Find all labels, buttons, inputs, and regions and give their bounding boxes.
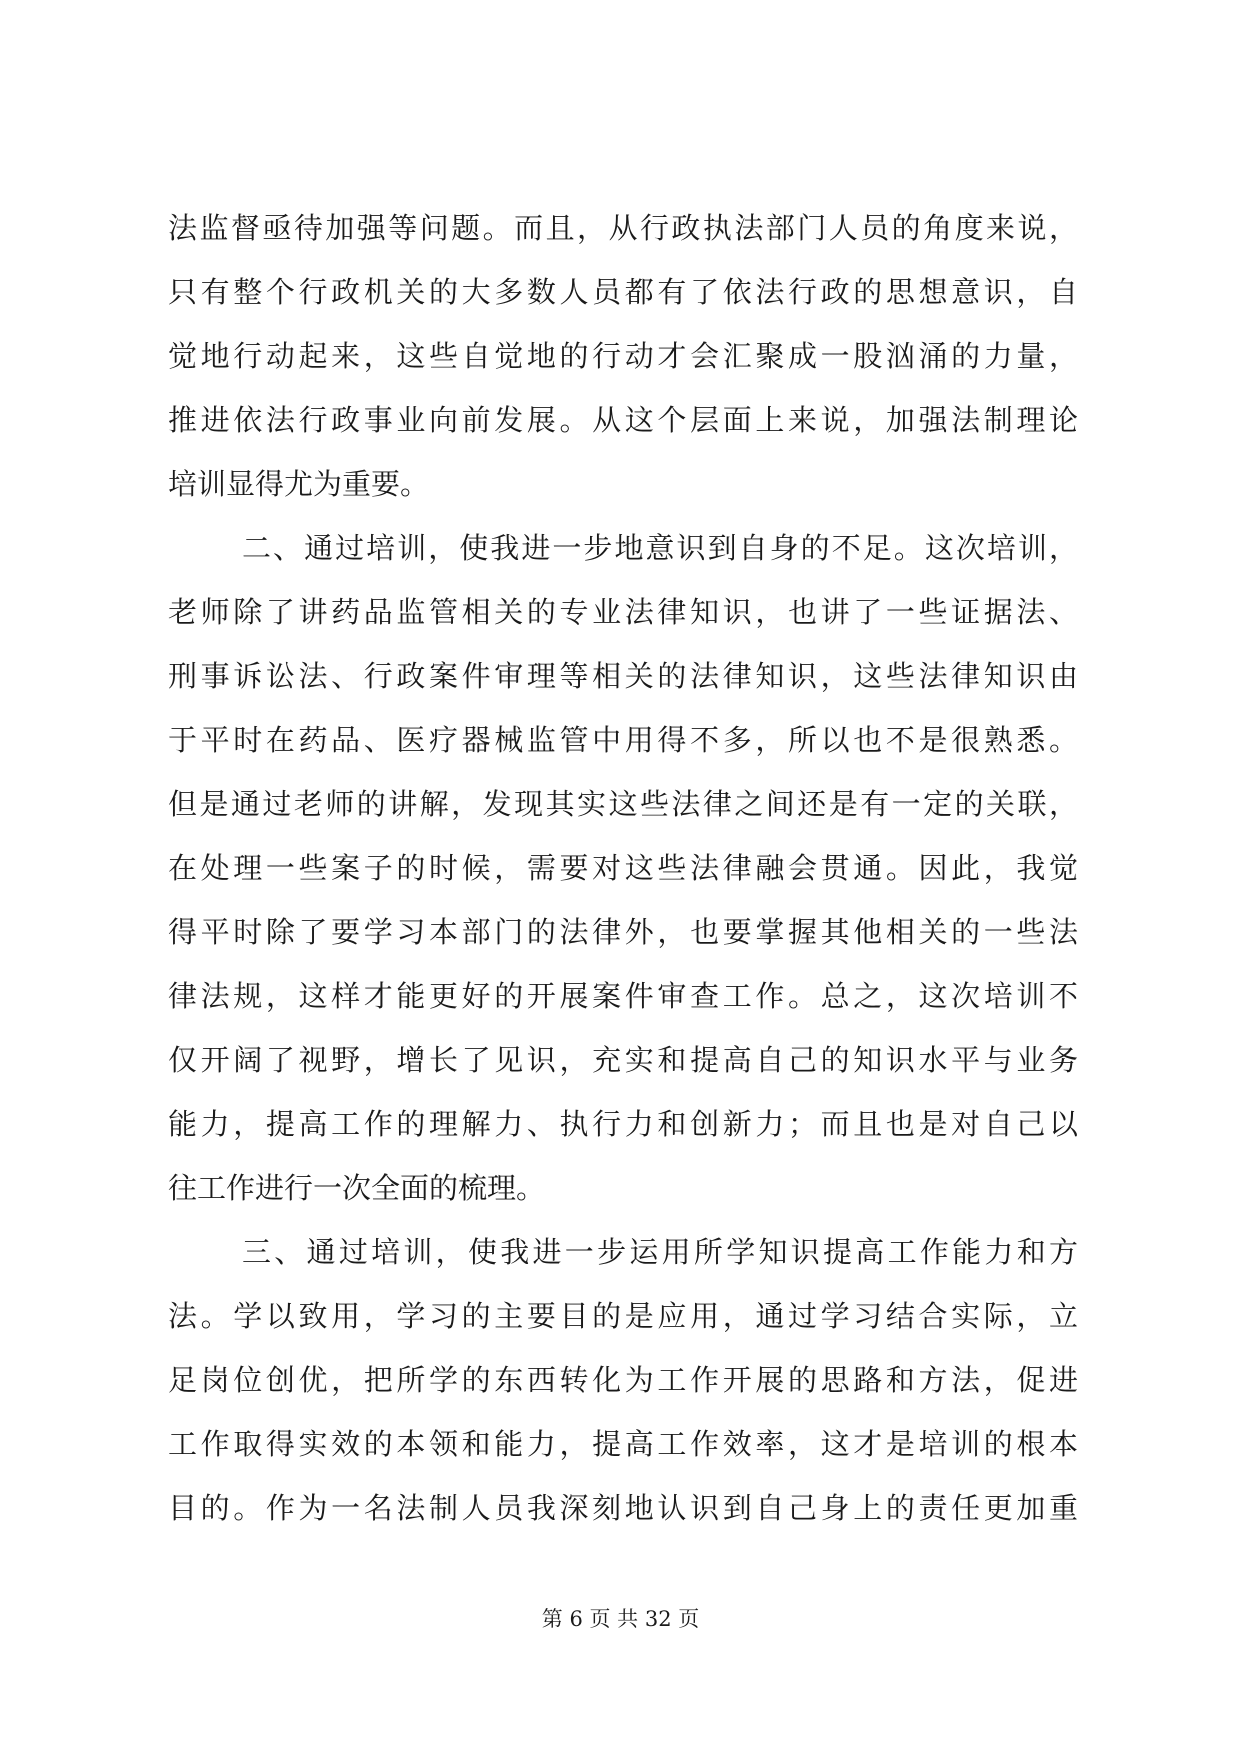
text-line: 往工作进行一次全面的梳理。 xyxy=(168,1171,546,1205)
text-line: 推进依法行政事业向前发展。从这个层面上来说，加强法制理论 xyxy=(168,403,1078,437)
paragraph xyxy=(168,1220,1078,1540)
paragraph xyxy=(168,196,1078,516)
text-line: 得平时除了要学习本部门的法律外，也要掌握其他相关的一些法 xyxy=(168,915,1078,949)
text-line: 法。学以致用，学习的主要目的是应用，通过学习结合实际，立 xyxy=(168,1299,1078,1333)
text-line: 觉地行动起来，这些自觉地的行动才会汇聚成一股汹涌的力量， xyxy=(168,339,1078,373)
text-line: 仅开阔了视野，增长了见识，充实和提高自己的知识水平与业务 xyxy=(168,1043,1078,1077)
text-line: 刑事诉讼法、行政案件审理等相关的法律知识，这些法律知识由 xyxy=(168,659,1078,693)
text-line: 足岗位创优，把所学的东西转化为工作开展的思路和方法，促进 xyxy=(168,1363,1078,1397)
text-line: 只有整个行政机关的大多数人员都有了依法行政的思想意识，自 xyxy=(168,275,1078,309)
text-line: 老师除了讲药品监管相关的专业法律知识，也讲了一些证据法、 xyxy=(168,595,1078,629)
text-line: 二、通过培训，使我进一步地意识到自身的不足。这次培训， xyxy=(242,531,1078,565)
text-line: 能力，提高工作的理解力、执行力和创新力；而且也是对自己以 xyxy=(168,1107,1078,1141)
text-line: 在处理一些案子的时候，需要对这些法律融会贯通。因此，我觉 xyxy=(168,851,1078,885)
text-line: 三、通过培训，使我进一步运用所学知识提高工作能力和方 xyxy=(242,1235,1078,1269)
body-text xyxy=(168,196,1078,1540)
text-line: 工作取得实效的本领和能力，提高工作效率，这才是培训的根本 xyxy=(168,1427,1078,1461)
text-line: 法监督亟待加强等问题。而且，从行政执法部门人员的角度来说， xyxy=(168,211,1078,245)
text-line: 培训显得尤为重要。 xyxy=(168,467,430,501)
page-footer: 第 6 页 共 32 页 xyxy=(541,1607,700,1631)
paragraph xyxy=(168,516,1078,1220)
text-line: 律法规，这样才能更好的开展案件审查工作。总之，这次培训不 xyxy=(168,979,1078,1013)
text-line: 于平时在药品、医疗器械监管中用得不多，所以也不是很熟悉。 xyxy=(168,723,1078,757)
text-line: 目的。作为一名法制人员我深刻地认识到自己身上的责任更加重 xyxy=(168,1491,1078,1525)
text-line: 但是通过老师的讲解，发现其实这些法律之间还是有一定的关联， xyxy=(168,787,1078,821)
